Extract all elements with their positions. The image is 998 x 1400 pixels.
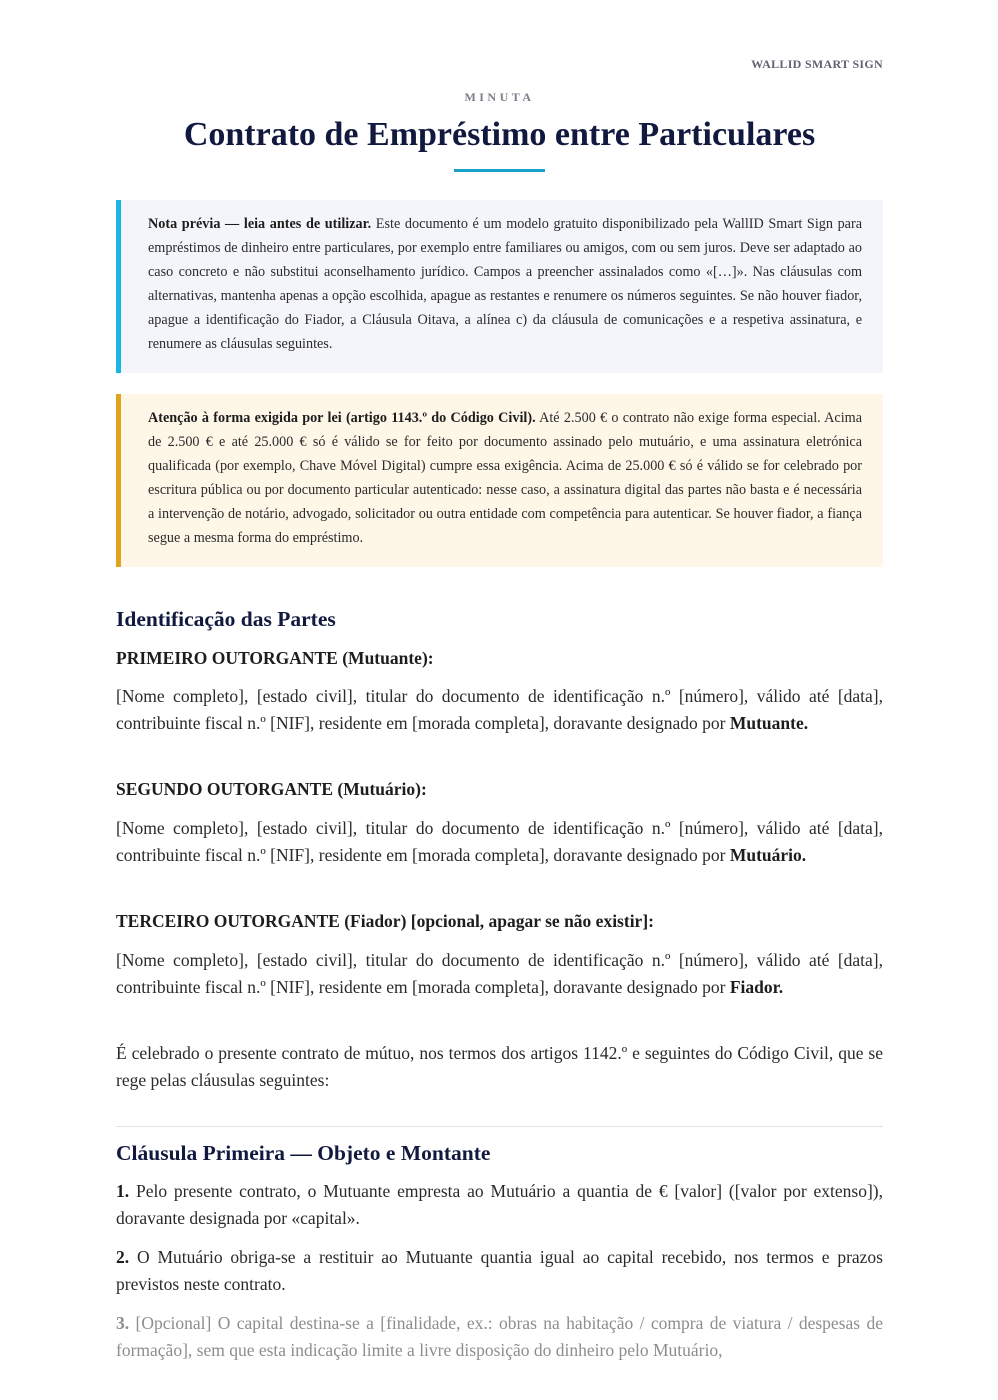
clause-1-item	[116, 1178, 883, 1232]
second-party-designation: Mutuário.	[729, 845, 807, 865]
preliminary-note-box	[116, 200, 883, 373]
third-party-details: [Nome completo], [estado civil], titular do documento de identificação n.º [número], válido até [data], contribuinte fiscal n.º [NIF], residente em [morada completa], doravante designado por	[116, 950, 883, 997]
clause-1-item-number: 3.	[116, 1313, 130, 1333]
clause-1-item-number: 2.	[116, 1247, 130, 1267]
parties-heading: Identificação das Partes	[116, 607, 336, 631]
preliminary-note-text: Este documento é um modelo gratuito disponibilizado pela WallID Smart Sign para empréstimos de dinheiro entre particulares, por exemplo entre familiares ou amigos, com ou sem juros. Deve ser adaptado ao caso concreto e não substitui aconselhamento jurídico. Campos a preencher assinalados como «[…]». Nas cláusulas com alternativas, mantenha apenas a opção escolhida, apague as restantes e renumere os números seguintes. Se não houver fiador, apague a identificação do Fiador, a Cláusula Oitava, a alínea c) da cláusula de comunicações e a respetiva assinatura, e renumere as cláusulas seguintes.	[148, 216, 863, 352]
clause-1-item-text: O Mutuário obriga-se a restituir ao Mutuante quantia igual ao capital recebido, nos termos e prazos previstos neste contrato.	[116, 1247, 883, 1294]
clause-1-item	[116, 1310, 883, 1364]
brand-label: WALLID SMART SIGN	[751, 57, 883, 71]
clause-1-item-text: [Opcional] O capital destina-se a [finalidade, ex.: obras na habitação / compra de viatura / despesas de formação], sem que esta indicação limite a livre disposição do dinheiro pelo Mutuário,	[116, 1313, 883, 1360]
parties-closing-text: É celebrado o presente contrato de mútuo, nos termos dos artigos 1142.º e seguintes do Código Civil, que se rege pelas cláusulas seguintes:	[116, 1043, 883, 1090]
first-party-text	[116, 683, 883, 737]
section-divider	[116, 1126, 883, 1127]
first-party-designation: Mutuante.	[729, 713, 809, 733]
third-party-designation: Fiador.	[729, 977, 784, 997]
legal-form-warning-text: Até 2.500 € o contrato não exige forma especial. Acima de 2.500 € e até 25.000 € só é válido se for feito por documento assinado pelo mutuário, e uma assinatura eletrónica qualificada (por exemplo, Chave Móvel Digital) cumpre essa exigência. Acima de 25.000 € só é válido se for celebrado por escritura pública ou por documento particular autenticado: nesse caso, a assinatura digital das partes não basta e é necessária a intervenção de notário, advogado, solicitador ou outra entidade com competência para autenticar. Se houver fiador, a fiança segue a mesma forma do empréstimo.	[148, 410, 862, 546]
second-party-text	[116, 815, 883, 869]
first-party-details: [Nome completo], [estado civil], titular do documento de identificação n.º [número], válido até [data], contribuinte fiscal n.º [NIF], residente em [morada completa], doravante designado por	[116, 686, 883, 733]
legal-form-warning-box	[116, 394, 883, 567]
clause-1-item-text: Pelo presente contrato, o Mutuante empresta ao Mutuário a quantia de € [valor] ([valor por extenso]), doravante designada por «capital».	[116, 1181, 883, 1228]
clause-1-item	[116, 1244, 883, 1298]
second-party-details: [Nome completo], [estado civil], titular do documento de identificação n.º [número], válido até [data], contribuinte fiscal n.º [NIF], residente em [morada completa], doravante designado por	[116, 818, 883, 865]
clause-1-item-number: 1.	[116, 1181, 130, 1201]
third-party-label: TERCEIRO OUTORGANTE (Fiador) [opcional, apagar se não existir]:	[116, 911, 654, 931]
third-party-text	[116, 947, 883, 1001]
document-eyebrow: MINUTA	[464, 90, 535, 104]
legal-form-warning-lead: Atenção à forma exigida por lei (artigo 1143.º do Código Civil).	[148, 410, 536, 426]
clause-1-heading: Cláusula Primeira — Objeto e Montante	[116, 1141, 491, 1165]
page-title: Contrato de Empréstimo entre Particulares	[183, 116, 816, 153]
second-party-label: SEGUNDO OUTORGANTE (Mutuário):	[116, 779, 427, 799]
first-party-label: PRIMEIRO OUTORGANTE (Mutuante):	[116, 648, 434, 668]
preliminary-note-lead: Nota prévia — leia antes de utilizar.	[148, 216, 372, 232]
title-underline	[454, 169, 545, 172]
